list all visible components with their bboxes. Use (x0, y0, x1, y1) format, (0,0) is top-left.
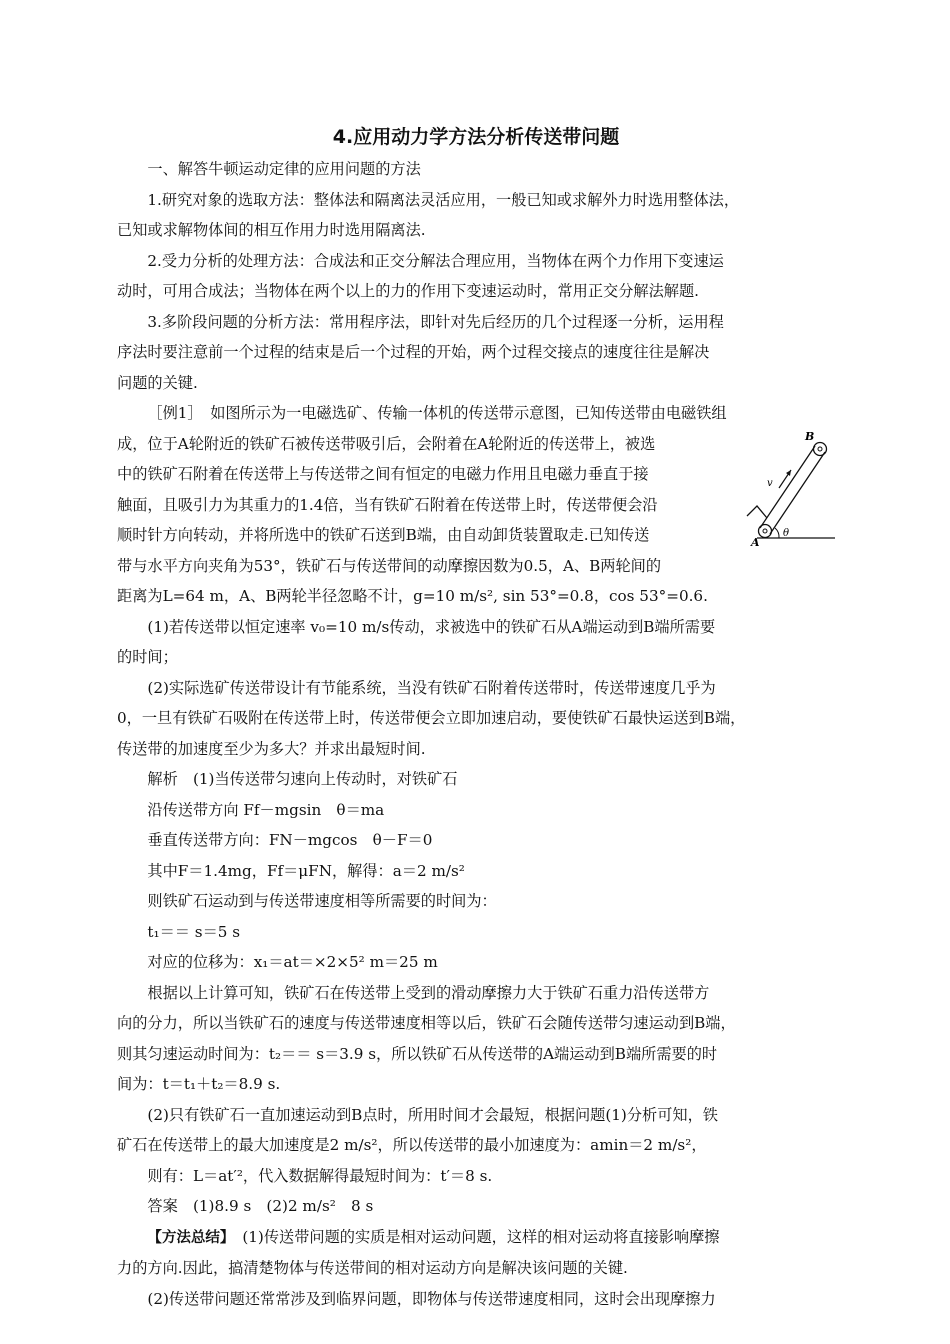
method-item-3-line-1: 3.多阶段问题的分析方法：常用程序法，即针对先后经历的几个过程逐一分析，运用程 (147, 312, 724, 331)
method-item-3-line-3: 问题的关键. (117, 373, 198, 392)
solution-line-5: 则铁矿石运动到与传送带速度相等所需要的时间为： (147, 892, 497, 910)
solution-line-14: 则有：L＝at′²，代入数据解得最短时间为：t′＝8 s. (147, 1166, 493, 1185)
summary-tag: 【方法总结】 (147, 1229, 228, 1246)
conveyor-belt-diagram (727, 428, 837, 558)
solution-line-6: t₁＝＝ s＝5 s (147, 922, 241, 941)
wheel-a (759, 525, 772, 538)
solution-line-12: (2)只有铁矿石一直加速运动到B点时，所用时间才会最短，根据问题(1)分析可知，铁 (147, 1105, 718, 1124)
summary-line-2: 力的方向.因此，搞清楚物体与传送带间的相对运动方向是解决该问题的关键. (117, 1259, 628, 1277)
method-item-2-line-2: 动时，可用合成法；当物体在两个以上的力的作用下变速运动时，常用正交分解法解题. (117, 282, 699, 300)
question-2-line-2: 0，一旦有铁矿石吸附在传送带上时，传送带便会立即加速启动，要使铁矿石最快运送到B端， (117, 709, 746, 727)
solution-line-10: 则其匀速运动时间为：t₂＝＝ s＝3.9 s，所以铁矿石从传送带的A端运动到B端所需要的时 (117, 1044, 718, 1063)
solution-line-4: 其中F＝1.4mg，Ff＝μFN，解得：a＝2 m/s² (147, 861, 465, 880)
method-item-2-line-1: 2.受力分析的处理方法：合成法和正交分解法合理应用，当物体在两个力作用下变速运 (147, 251, 724, 270)
solution-line-9: 向的分力，所以当铁矿石的速度与传送带速度相等以后，铁矿石会随传送带匀速运动到B端， (117, 1014, 736, 1032)
example-line-6: 带与水平方向夹角为53°，铁矿石与传送带间的动摩擦因数为0.5，A、B两轮间的 (117, 556, 662, 575)
example-line-5: 顺时针方向转动，并将所选中的铁矿石送到B端，由自动卸货装置取走.已知传送 (117, 526, 650, 544)
method-item-1-line-2: 已知或求解物体间的相互作用力时选用隔离法. (117, 221, 426, 239)
summary-line-3: (2)传送带问题还常常涉及到临界问题，即物体与传送带速度相同，这时会出现摩擦力 (147, 1289, 716, 1308)
angle-arc (775, 528, 779, 538)
solution-line-7: 对应的位移为：x₁＝at＝×2×5² m＝25 m (147, 953, 438, 971)
solution-line-2: 沿传送带方向 Ff－mgsin θ＝ma (147, 800, 385, 819)
question-2-line-1: (2)实际选矿传送带设计有节能系统，当没有铁矿石附着传送带时，传送带速度几乎为 (147, 678, 716, 697)
solution-line-11: 间为：t＝t₁＋t₂＝8.9 s. (117, 1075, 281, 1093)
wheel-b (814, 443, 827, 456)
example-line-3: 中的铁矿石附着在传送带上与传送带之间有恒定的电磁力作用且电磁力垂直于接 (117, 465, 649, 483)
solution-line-3: 垂直传送带方向：FN－mgcos θ－F＝0 (147, 831, 433, 849)
label-theta: θ (783, 528, 790, 539)
section-heading: 一、解答牛顿运动定律的应用问题的方法 (147, 160, 421, 178)
belt-lower-edge (770, 452, 825, 534)
page-title: 4.应用动力学方法分析传送带问题 (332, 126, 620, 148)
example-block (117, 398, 835, 612)
summary-text-1: (1)传送带问题的实质是相对运动问题，这样的相对运动将直接影响摩擦 (227, 1227, 720, 1246)
example-line-2: 成，位于A轮附近的铁矿石被传送带吸引后，会附着在A轮附近的传送带上，被选 (117, 434, 656, 453)
summary-line-1 (117, 1222, 835, 1254)
question-2-line-3: 传送带的加速度至少为多大？并求出最短时间. (117, 739, 426, 758)
example-line-4: 触面，且吸引力为其重力的1.4倍，当有铁矿石附着在传送带上时，传送带便会沿 (117, 495, 658, 514)
method-item-3-line-2: 序法时要注意前一个过程的结束是后一个过程的开始，两个过程交接点的速度往往是解决 (117, 343, 710, 361)
hopper (747, 506, 767, 518)
example-line-7: 距离为L=64 m，A、B两轮半径忽略不计，g=10 m/s², sin 53°=0.8，cos 53°=0.6. (117, 587, 708, 605)
wheel-a-axle (763, 529, 767, 533)
velocity-arrowhead (786, 470, 791, 476)
document-page (117, 112, 835, 1314)
question-1-line-1: (1)若传送带以恒定速率 v₀=10 m/s传动，求被选中的铁矿石从A端运动到B端所需要 (147, 617, 716, 636)
answer-line: 答案 (1)8.9 s (2)2 m/s² 8 s (147, 1197, 374, 1215)
question-1-line-2: 的时间； (117, 648, 178, 666)
solution-line-13: 矿石在传送带上的最大加速度是2 m/s²，所以传送带的最小加速度为：amin＝2 m/s²， (117, 1136, 707, 1154)
solution-line-8: 根据以上计算可知，铁矿石在传送带上受到的滑动摩擦力大于铁矿石重力沿传送带方 (147, 983, 710, 1002)
solution-line-1: 解析 (1)当传送带匀速向上传动时，对铁矿石 (147, 770, 458, 788)
method-item-1-line-1: 1.研究对象的选取方法：整体法和隔离法灵活应用，一般已知或求解外力时选用整体法， (147, 190, 740, 209)
label-a: A (751, 536, 760, 549)
example-line-1: ［例1］ 如图所示为一电磁选矿、传输一体机的传送带示意图，已知传送带由电磁铁组 (147, 404, 727, 422)
wheel-b-axle (818, 447, 822, 451)
label-v: v (767, 478, 773, 489)
label-b: B (805, 430, 815, 443)
